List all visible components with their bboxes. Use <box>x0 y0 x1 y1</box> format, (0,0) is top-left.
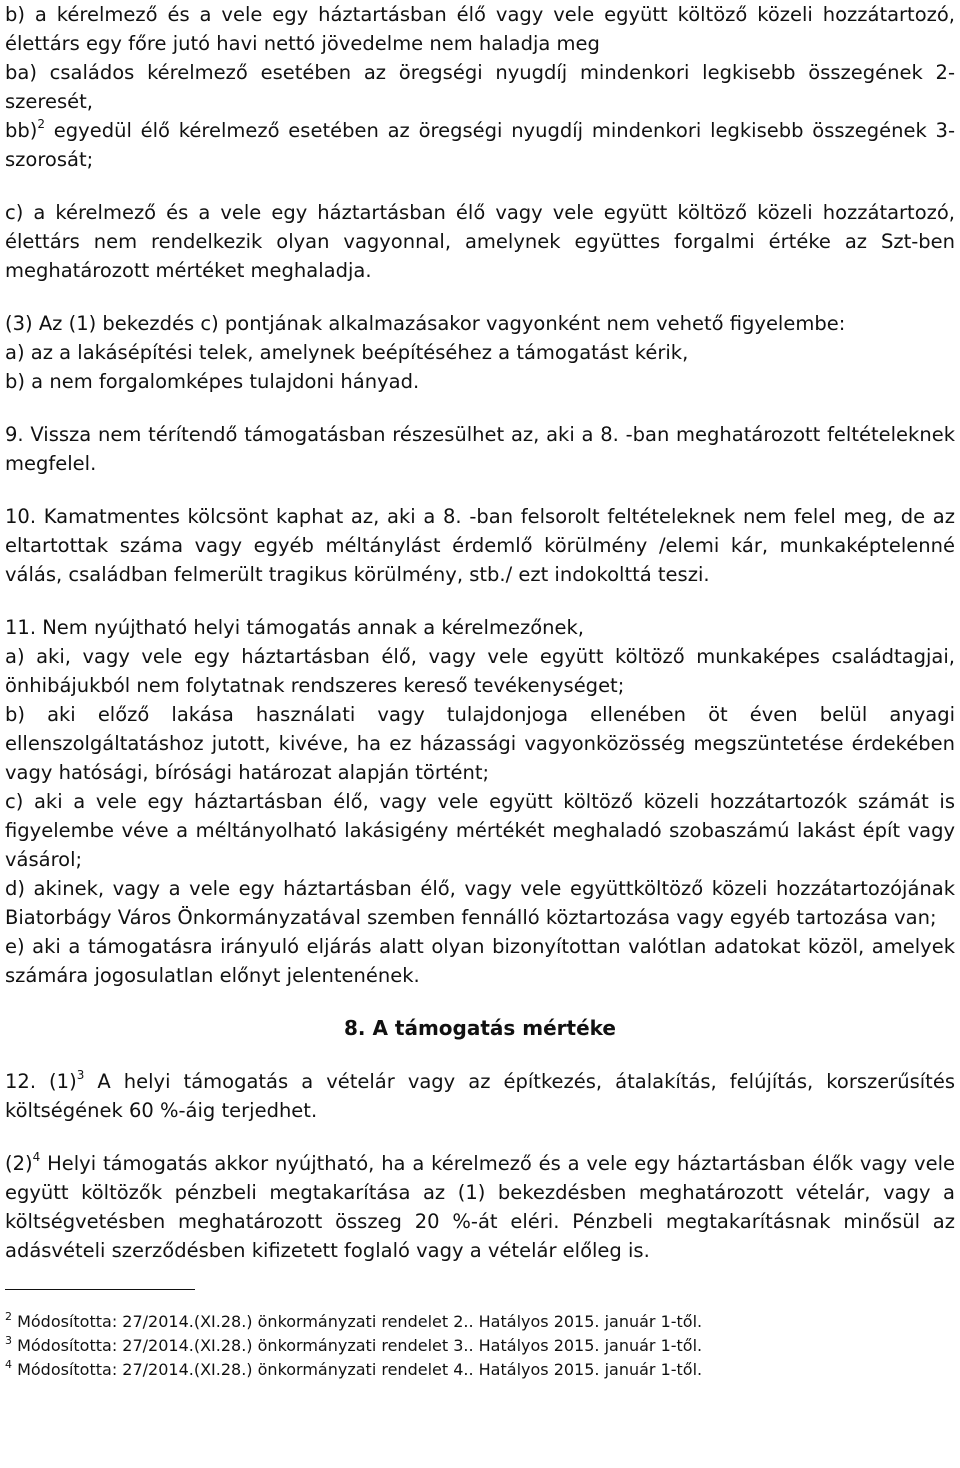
footnote-text: Módosította: 27/2014.(XI.28.) önkormányzati rendelet 3.. Hatályos 2015. január 1-től. <box>12 1336 703 1355</box>
section-11-b: b) aki előző lakása használati vagy tulajdonjoga ellenében öt éven belül anyagi ellenszolgáltatáshoz jutott, kivéve, ha ez házassági vagyonközösség megszüntetése érdekében vagy hatósági, bírósági határozat alapján történt; <box>5 703 955 784</box>
section-12-1 <box>5 1067 955 1125</box>
section-12-2 <box>5 1149 955 1265</box>
paragraph-c: c) a kérelmező és a vele egy háztartásban élő vagy vele együtt költöző közeli hozzátartozó, élettárs nem rendelkezik olyan vagyonnal, amelynek együttes forgalmi értéke az Szt-ben meghatározott mértéket meghaladja. <box>5 201 955 282</box>
footnote-3 <box>5 1334 955 1358</box>
paragraph-bb <box>5 116 955 174</box>
footnote-ref-4: 4 <box>32 1150 41 1164</box>
s12-2-prefix: (2) <box>5 1152 33 1175</box>
s12-prefix: 12. (1) <box>5 1070 77 1093</box>
footnote-ref-2: 2 <box>37 117 46 131</box>
footnote-number: 2 <box>5 1310 12 1323</box>
section-10: 10. Kamatmentes kölcsönt kaphat az, aki a 8. -ban felsorolt feltételeknek nem felel meg, de az eltartottak száma vagy egyéb méltánylást érdemlő körülmény /elemi kár, munkaképtelenné válás, családban felmerült tragikus körülmény, stb./ ezt indokolttá teszi. <box>5 505 955 586</box>
paragraph-3-a: a) az a lakásépítési telek, amelynek beépítéséhez a támogatást kérik, <box>5 341 689 364</box>
s12-2-text: Helyi támogatás akkor nyújtható, ha a kérelmező és a vele egy háztartásban élők vagy vele együtt költözők pénzbeli megtakarítása az (1) bekezdésben meghatározott vételár, vagy a költségvetésben meghatározott összeg 20 %-át eléri. Pénzbeli megtakarításnak minősül az adásvételi szerződésben kifizetett foglaló vagy a vételár előleg is. <box>5 1152 955 1262</box>
bb-prefix: bb) <box>5 119 38 142</box>
footnote-4 <box>5 1358 955 1382</box>
section-11-c: c) aki a vele egy háztartásban élő, vagy vele együtt költöző közeli hozzátartozók számát is figyelembe véve a méltányolható lakásigény mértékét meghaladó szobaszámú lakást épít vagy vásárol; <box>5 790 955 871</box>
section-11-intro: 11. Nem nyújtható helyi támogatás annak a kérelmezőnek, <box>5 616 584 639</box>
section-9: 9. Vissza nem térítendő támogatásban részesülhet az, aki a 8. -ban meghatározott feltételeknek megfelel. <box>5 423 955 475</box>
footnote-number: 3 <box>5 1334 12 1347</box>
footnote-text: Módosította: 27/2014.(XI.28.) önkormányzati rendelet 2.. Hatályos 2015. január 1-től. <box>12 1312 703 1331</box>
section-heading: 8. A támogatás mértéke <box>343 1016 616 1040</box>
paragraph-ba: ba) családos kérelmező esetében az öregségi nyugdíj mindenkori legkisebb összegének 2-szeresét, <box>5 61 955 113</box>
document-page <box>5 0 955 1382</box>
section-11-d: d) akinek, vagy a vele egy háztartásban élő, vagy vele együttköltöző közeli hozzátartozójának Biatorbágy Város Önkormányzatával szemben fennálló köztartozása vagy egyéb tartozása van; <box>5 877 955 929</box>
bb-text: egyedül élő kérelmező esetében az öregségi nyugdíj mindenkori legkisebb összegének 3-szorosát; <box>5 119 955 171</box>
paragraph-3-intro: (3) Az (1) bekezdés c) pontjának alkalmazásakor vagyonként nem vehető figyelembe: <box>5 312 846 335</box>
section-11-e: e) aki a támogatásra irányuló eljárás alatt olyan bizonyítottan valótlan adatokat közöl, amelyek számára jogosulatlan előnyt jelentenének. <box>5 935 955 987</box>
paragraph-b: b) a kérelmező és a vele egy háztartásban élő vagy vele együtt költöző közeli hozzátartozó, élettárs egy főre jutó havi nettó jövedelme nem haladja meg <box>5 3 955 55</box>
footnote-2 <box>5 1310 955 1334</box>
section-11-a: a) aki, vagy vele egy háztartásban élő, vagy vele együtt költöző munkaképes családtagjai, önhibájukból nem folytatnak rendszeres kereső tevékenységet; <box>5 645 955 697</box>
footnote-number: 4 <box>5 1358 12 1371</box>
footnote-text: Módosította: 27/2014.(XI.28.) önkormányzati rendelet 4.. Hatályos 2015. január 1-től. <box>12 1360 703 1379</box>
s12-text: A helyi támogatás a vételár vagy az építkezés, átalakítás, felújítás, korszerűsítés költségének 60 %-áig terjedhet. <box>5 1070 955 1122</box>
paragraph-3-b: b) a nem forgalomképes tulajdoni hányad. <box>5 370 420 393</box>
footnote-ref-3: 3 <box>76 1068 85 1082</box>
